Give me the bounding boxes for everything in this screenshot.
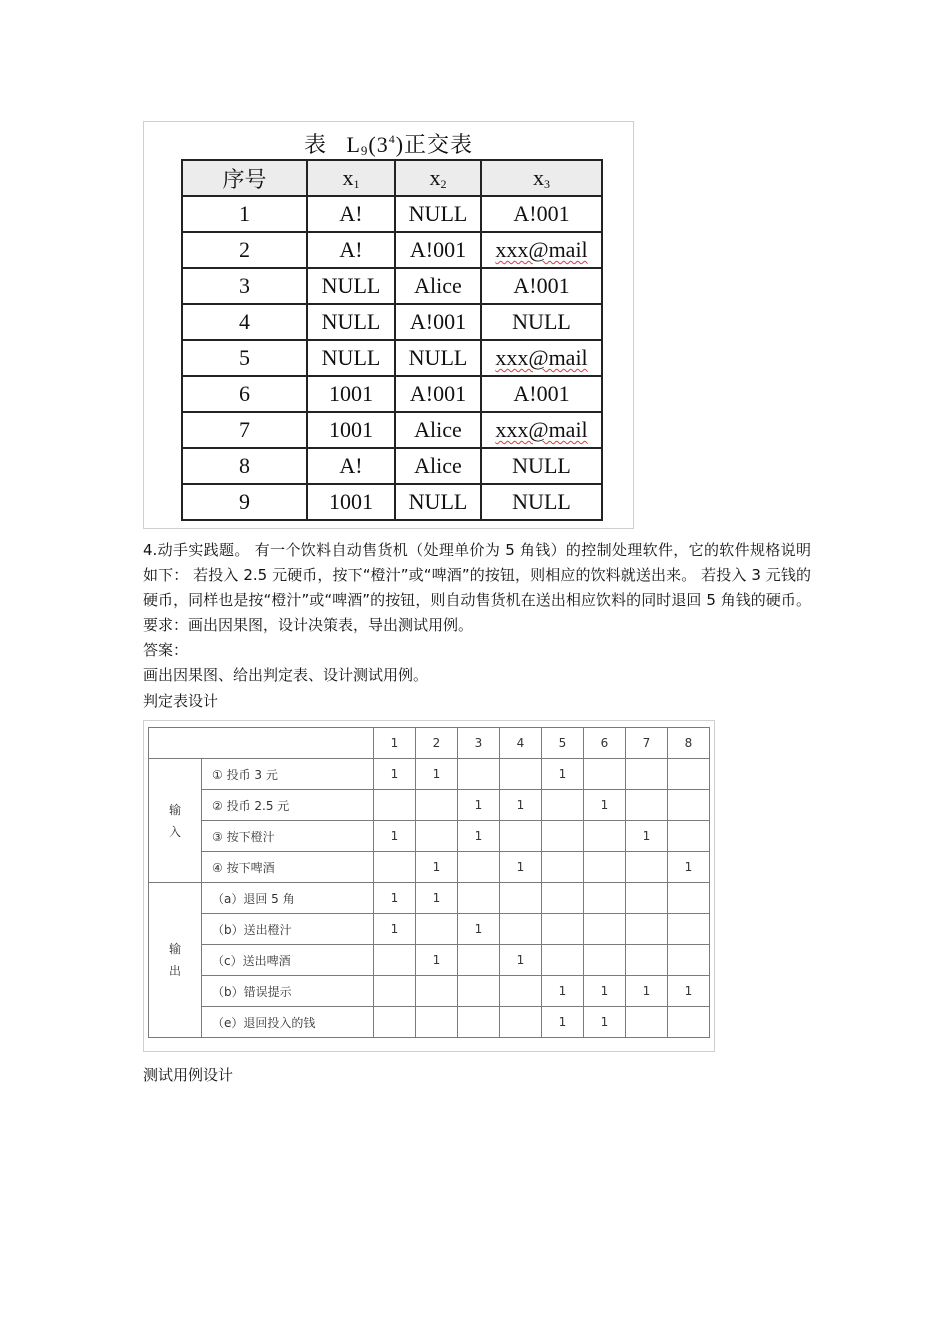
rule-cell bbox=[500, 1007, 542, 1038]
rule-cell: 1 bbox=[584, 976, 626, 1007]
decision-table bbox=[148, 727, 710, 1038]
rule-cell bbox=[584, 945, 626, 976]
rule-cell: 1 bbox=[458, 790, 500, 821]
rule-cell bbox=[668, 1007, 710, 1038]
table-cell: 4 bbox=[182, 304, 307, 340]
rule-cell bbox=[584, 821, 626, 852]
table-cell: A!001 bbox=[481, 376, 602, 412]
rule-cell bbox=[458, 945, 500, 976]
rule-cell bbox=[584, 914, 626, 945]
rule-cell bbox=[626, 1007, 668, 1038]
rule-cell bbox=[542, 883, 584, 914]
table-row bbox=[182, 412, 602, 448]
condition-label: （c）送出啤酒 bbox=[202, 945, 374, 976]
table-cell: NULL bbox=[395, 196, 481, 232]
column-header: 3 bbox=[458, 728, 500, 759]
decision-row bbox=[149, 976, 710, 1007]
rule-cell: 1 bbox=[584, 1007, 626, 1038]
rule-cell bbox=[374, 1007, 416, 1038]
table-cell: 6 bbox=[182, 376, 307, 412]
rule-cell bbox=[416, 914, 458, 945]
rule-cell: 1 bbox=[458, 914, 500, 945]
rule-cell: 1 bbox=[500, 790, 542, 821]
table-cell: A!001 bbox=[481, 196, 602, 232]
rule-cell bbox=[626, 945, 668, 976]
header-cell: x3 bbox=[481, 160, 602, 196]
table-cell: NULL bbox=[395, 484, 481, 520]
table-cell: NULL bbox=[307, 268, 395, 304]
table-cell: 3 bbox=[182, 268, 307, 304]
rule-cell: 1 bbox=[626, 821, 668, 852]
rule-cell: 1 bbox=[500, 945, 542, 976]
table-row bbox=[182, 484, 602, 520]
table-cell: Alice bbox=[395, 448, 481, 484]
table-cell: 8 bbox=[182, 448, 307, 484]
table-row bbox=[182, 196, 602, 232]
input-group-label: 输 入 bbox=[149, 759, 202, 883]
condition-label: （b）错误提示 bbox=[202, 976, 374, 1007]
orthogonal-table bbox=[181, 159, 603, 521]
rule-cell bbox=[374, 790, 416, 821]
rule-cell bbox=[668, 914, 710, 945]
rule-cell: 1 bbox=[416, 759, 458, 790]
decision-row bbox=[149, 945, 710, 976]
rule-cell bbox=[500, 883, 542, 914]
table-cell: NULL bbox=[481, 304, 602, 340]
column-header: 2 bbox=[416, 728, 458, 759]
test-case-title: 测试用例设计 bbox=[143, 1066, 234, 1084]
rule-cell: 1 bbox=[668, 852, 710, 883]
rule-cell: 1 bbox=[374, 883, 416, 914]
rule-cell: 1 bbox=[374, 821, 416, 852]
rule-cell bbox=[500, 976, 542, 1007]
rule-cell bbox=[626, 852, 668, 883]
decision-row bbox=[149, 914, 710, 945]
table-cell: 7 bbox=[182, 412, 307, 448]
rule-cell bbox=[584, 759, 626, 790]
rule-cell bbox=[668, 821, 710, 852]
condition-label: （b）送出橙汁 bbox=[202, 914, 374, 945]
table-row bbox=[182, 304, 602, 340]
rule-cell: 1 bbox=[542, 759, 584, 790]
rule-cell bbox=[374, 945, 416, 976]
rule-cell bbox=[458, 883, 500, 914]
rule-cell: 1 bbox=[626, 976, 668, 1007]
condition-label: ④ 按下啤酒 bbox=[202, 852, 374, 883]
rule-cell bbox=[668, 945, 710, 976]
table-cell: NULL bbox=[307, 304, 395, 340]
column-header: 8 bbox=[668, 728, 710, 759]
table-cell: A!001 bbox=[481, 268, 602, 304]
table-cell: NULL bbox=[481, 484, 602, 520]
condition-label: ③ 按下橙汁 bbox=[202, 821, 374, 852]
table-cell: Alice bbox=[395, 412, 481, 448]
orthogonal-table-caption: 表 $L_9(3^4)$正交表 bbox=[303, 132, 474, 158]
condition-label: ① 投币 3 元 bbox=[202, 759, 374, 790]
table-cell: 9 bbox=[182, 484, 307, 520]
orthogonal-table-header-row bbox=[182, 160, 602, 196]
rule-cell: 1 bbox=[374, 759, 416, 790]
decision-table-figure bbox=[143, 720, 715, 1052]
rule-cell: 1 bbox=[374, 914, 416, 945]
rule-cell bbox=[542, 821, 584, 852]
output-group-label: 输 出 bbox=[149, 883, 202, 1038]
rule-cell bbox=[626, 790, 668, 821]
rule-cell: 1 bbox=[542, 1007, 584, 1038]
rule-cell bbox=[416, 790, 458, 821]
table-row bbox=[182, 232, 602, 268]
condition-label: ② 投币 2.5 元 bbox=[202, 790, 374, 821]
answer-label: 答案： bbox=[143, 641, 189, 659]
table-cell: xxx@mail bbox=[481, 340, 602, 376]
table-cell: xxx@mail bbox=[481, 232, 602, 268]
rule-cell bbox=[500, 914, 542, 945]
rule-cell bbox=[416, 976, 458, 1007]
rule-cell bbox=[458, 1007, 500, 1038]
rule-cell bbox=[626, 883, 668, 914]
rule-cell: 1 bbox=[416, 883, 458, 914]
table-cell: NULL bbox=[395, 340, 481, 376]
rule-cell bbox=[584, 852, 626, 883]
rule-cell bbox=[626, 759, 668, 790]
rule-cell bbox=[416, 821, 458, 852]
decision-row bbox=[149, 852, 710, 883]
table-cell: A! bbox=[307, 232, 395, 268]
rule-cell bbox=[668, 790, 710, 821]
table-cell: A!001 bbox=[395, 232, 481, 268]
rule-cell bbox=[542, 945, 584, 976]
rule-cell: 1 bbox=[668, 976, 710, 1007]
table-cell: A! bbox=[307, 448, 395, 484]
rule-cell bbox=[626, 914, 668, 945]
orthogonal-table-figure bbox=[143, 121, 634, 529]
rule-cell bbox=[458, 852, 500, 883]
column-header: 5 bbox=[542, 728, 584, 759]
answer-text: 画出因果图、给出判定表、设计测试用例。 bbox=[143, 666, 429, 684]
rule-cell bbox=[374, 976, 416, 1007]
table-cell: 1001 bbox=[307, 484, 395, 520]
table-cell: A! bbox=[307, 196, 395, 232]
rule-cell bbox=[542, 852, 584, 883]
rule-cell: 1 bbox=[500, 852, 542, 883]
column-header: 1 bbox=[374, 728, 416, 759]
table-cell: 1001 bbox=[307, 376, 395, 412]
rule-cell: 1 bbox=[542, 976, 584, 1007]
condition-label: （a）退回 5 角 bbox=[202, 883, 374, 914]
decision-table-title: 判定表设计 bbox=[143, 692, 219, 710]
decision-row bbox=[149, 759, 710, 790]
table-cell: 5 bbox=[182, 340, 307, 376]
decision-header-row bbox=[149, 728, 710, 759]
table-cell: NULL bbox=[481, 448, 602, 484]
table-cell: Alice bbox=[395, 268, 481, 304]
rule-cell: 1 bbox=[416, 945, 458, 976]
rule-cell bbox=[500, 821, 542, 852]
problem-statement: 4.动手实践题。 有一个饮料自动售货机（处理单价为 5 角钱）的控制处理软件，它的软件规格说明如下： 若投入 2.5 元硬币，按下“橙汁”或“啤酒”的按钮，则相应的饮料就送出来。 若投入 3 元钱的硬币，同样也是按“橙汁”或“啤酒”的按钮，则自动售货机在送出相应饮料的同时退回 5 角钱的硬币。 要求：画出因果图，设计决策表，导出测试用例。 bbox=[143, 541, 811, 634]
column-header: 6 bbox=[584, 728, 626, 759]
table-row bbox=[182, 448, 602, 484]
rule-cell bbox=[500, 759, 542, 790]
rule-cell bbox=[416, 1007, 458, 1038]
header-blank-cell bbox=[149, 728, 374, 759]
rule-cell bbox=[668, 759, 710, 790]
rule-cell bbox=[458, 759, 500, 790]
rule-cell bbox=[542, 914, 584, 945]
column-header: 7 bbox=[626, 728, 668, 759]
table-row bbox=[182, 268, 602, 304]
rule-cell bbox=[584, 883, 626, 914]
table-cell: 2 bbox=[182, 232, 307, 268]
column-header: 4 bbox=[500, 728, 542, 759]
table-cell: NULL bbox=[307, 340, 395, 376]
table-cell: 1 bbox=[182, 196, 307, 232]
rule-cell bbox=[458, 976, 500, 1007]
rule-cell: 1 bbox=[416, 852, 458, 883]
decision-row bbox=[149, 790, 710, 821]
rule-cell: 1 bbox=[458, 821, 500, 852]
condition-label: （e）退回投入的钱 bbox=[202, 1007, 374, 1038]
table-cell: xxx@mail bbox=[481, 412, 602, 448]
rule-cell bbox=[668, 883, 710, 914]
header-cell: x1 bbox=[307, 160, 395, 196]
rule-cell: 1 bbox=[584, 790, 626, 821]
table-cell: A!001 bbox=[395, 304, 481, 340]
table-row bbox=[182, 376, 602, 412]
header-cell: 序号 bbox=[182, 160, 307, 196]
table-cell: A!001 bbox=[395, 376, 481, 412]
table-row bbox=[182, 340, 602, 376]
decision-row bbox=[149, 821, 710, 852]
header-cell: x2 bbox=[395, 160, 481, 196]
decision-row bbox=[149, 883, 710, 914]
table-cell: 1001 bbox=[307, 412, 395, 448]
decision-row bbox=[149, 1007, 710, 1038]
rule-cell bbox=[374, 852, 416, 883]
rule-cell bbox=[542, 790, 584, 821]
